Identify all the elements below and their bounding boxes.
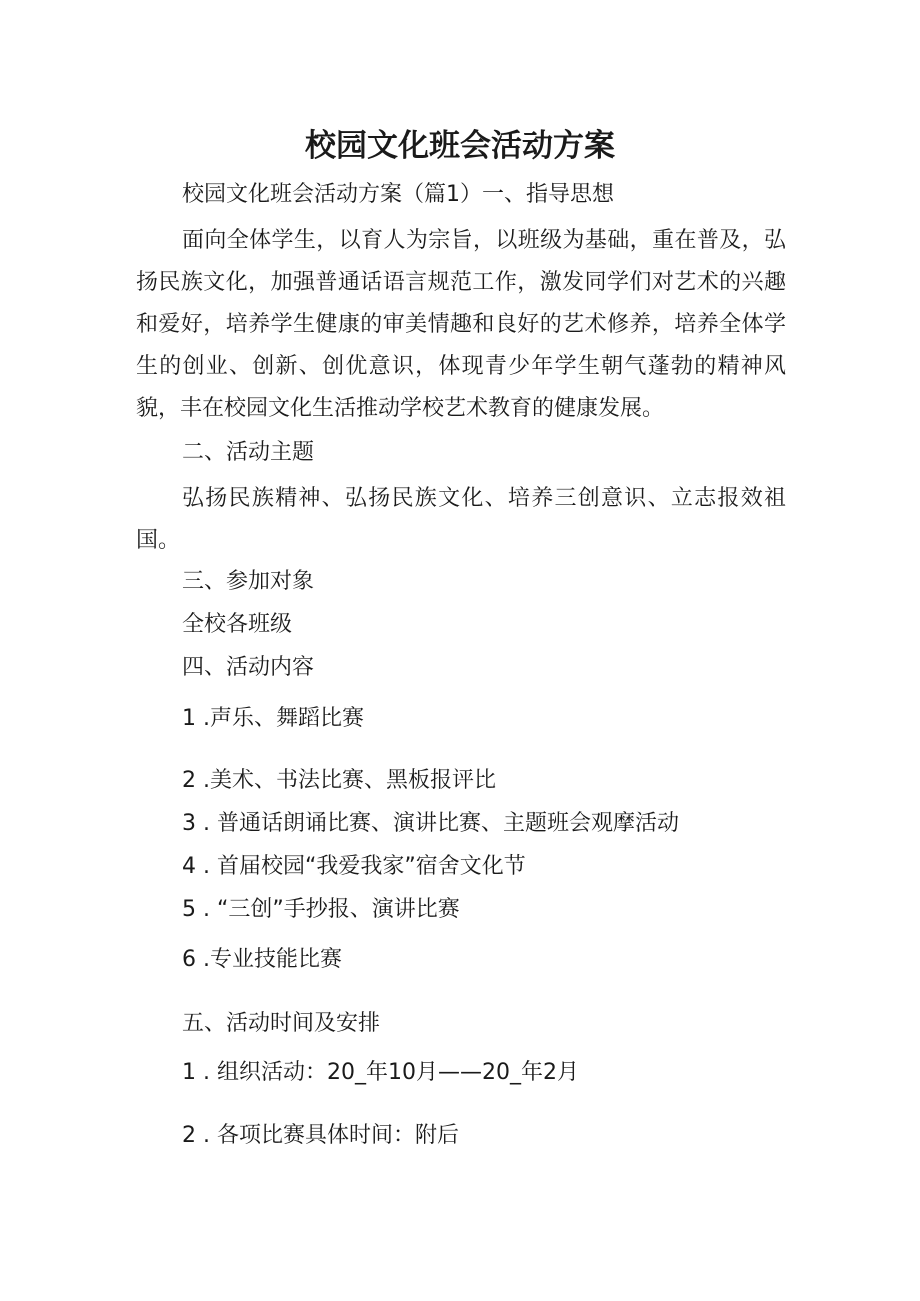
section2-heading: 二、活动主题 — [182, 440, 315, 465]
section4-heading: 四、活动内容 — [182, 655, 315, 680]
schedule-item: 1 . 组织活动：20_年10月——20_年2月 — [182, 1060, 579, 1085]
section5-heading: 五、活动时间及安排 — [182, 1011, 381, 1036]
schedule-item: 2 . 各项比赛具体时间：附后 — [182, 1123, 459, 1148]
intro-paragraph: 面向全体学生，以育人为宗旨，以班级为基础，重在普及，弘扬民族文化，加强普通话语言规范工作，激发同学们对艺术的兴趣和爱好，培养学生健康的审美情趣和良好的艺术修养，培养全体学生的创业、创新、创优意识，体现青少年学生朝气蓬勃的精神风貌，丰在校园文化生活推动学校艺术教育的健康发展。 — [136, 228, 786, 421]
activity-item: 2 .美术、书法比赛、黑板报评比 — [182, 768, 496, 793]
activity-item: 1 .声乐、舞蹈比赛 — [182, 706, 364, 731]
document-title: 校园文化班会活动方案 — [305, 128, 615, 164]
activity-item: 6 .专业技能比赛 — [182, 947, 342, 972]
section3-body: 全校各班级 — [182, 612, 293, 637]
section2-body: 弘扬民族精神、弘扬民族文化、培养三创意识、立志报效祖国。 — [136, 486, 786, 553]
activity-item: 4 . 首届校园“我爱我家”宿舍文化节 — [182, 854, 526, 879]
section3-heading: 三、参加对象 — [182, 569, 315, 594]
subtitle-line: 校园文化班会活动方案（篇1）一、指导思想 — [182, 182, 614, 207]
activity-item: 3 . 普通话朗诵比赛、演讲比赛、主题班会观摩活动 — [182, 811, 679, 836]
activity-item: 5 . “三创”手抄报、演讲比赛 — [182, 897, 460, 922]
